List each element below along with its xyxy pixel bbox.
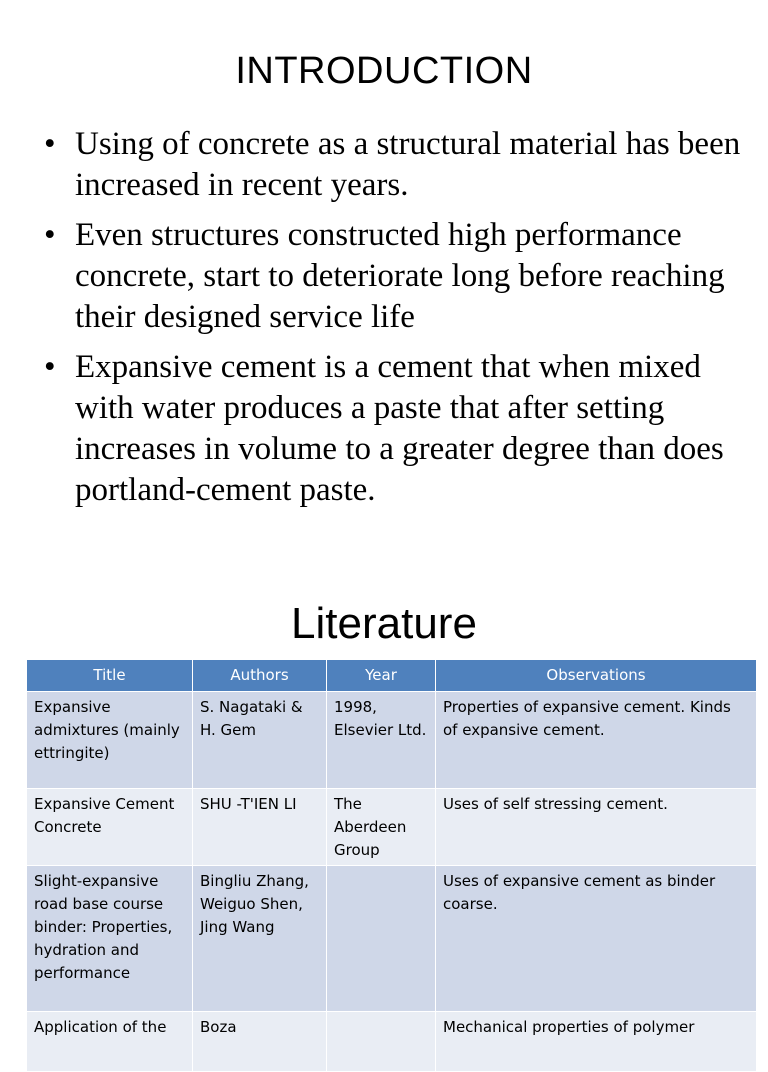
bullet-dot: • xyxy=(44,217,56,253)
header-observations: Observations xyxy=(436,660,757,692)
table-row xyxy=(27,789,757,866)
bullet-text: Using of concrete as a structural material has been increased in recent years. xyxy=(75,126,741,203)
cell-year xyxy=(327,866,436,1012)
cell-authors: Bingliu Zhang, Weiguo Shen, Jing Wang xyxy=(193,866,327,1012)
bullet-item xyxy=(44,347,744,511)
cell-authors: Boza xyxy=(193,1012,327,1072)
cell-year: 1998, Elsevier Ltd. xyxy=(327,692,436,789)
table-header-row xyxy=(27,660,757,692)
cell-year: The Aberdeen Group xyxy=(327,789,436,866)
cell-title: Expansive Cement Concrete xyxy=(27,789,193,866)
bullet-dot: • xyxy=(44,349,56,385)
cell-title: Application of the xyxy=(27,1012,193,1072)
bullet-item xyxy=(44,215,744,338)
cell-year xyxy=(327,1012,436,1072)
cell-title: Expansive admixtures (mainly ettringite) xyxy=(27,692,193,789)
cell-authors: SHU -T'IEN LI xyxy=(193,789,327,866)
bullet-text: Even structures constructed high performance concrete, start to deteriorate long before reaching their designed service life xyxy=(75,217,725,335)
bullet-dot: • xyxy=(44,126,56,162)
slide-title-introduction: INTRODUCTION xyxy=(235,50,533,92)
bullet-list xyxy=(44,124,744,520)
table-row xyxy=(27,1012,757,1072)
literature-table xyxy=(26,659,757,1072)
bullet-text: Expansive cement is a cement that when mixed with water produces a paste that after setting increases in volume to a greater degree than does portland-cement paste. xyxy=(75,349,724,508)
cell-observations: Properties of expansive cement. Kinds of expansive cement. xyxy=(436,692,757,789)
slide-title-literature: Literature xyxy=(291,599,477,648)
cell-observations: Uses of expansive cement as binder coarse. xyxy=(436,866,757,1012)
bullet-item xyxy=(44,124,744,206)
header-authors: Authors xyxy=(193,660,327,692)
cell-authors: S. Nagataki & H. Gem xyxy=(193,692,327,789)
table-row xyxy=(27,692,757,789)
cell-title: Slight-expansive road base course binder: Properties, hydration and performance xyxy=(27,866,193,1012)
cell-observations: Uses of self stressing cement. xyxy=(436,789,757,866)
header-year: Year xyxy=(327,660,436,692)
cell-observations: Mechanical properties of polymer xyxy=(436,1012,757,1072)
header-title: Title xyxy=(27,660,193,692)
table-row xyxy=(27,866,757,1012)
